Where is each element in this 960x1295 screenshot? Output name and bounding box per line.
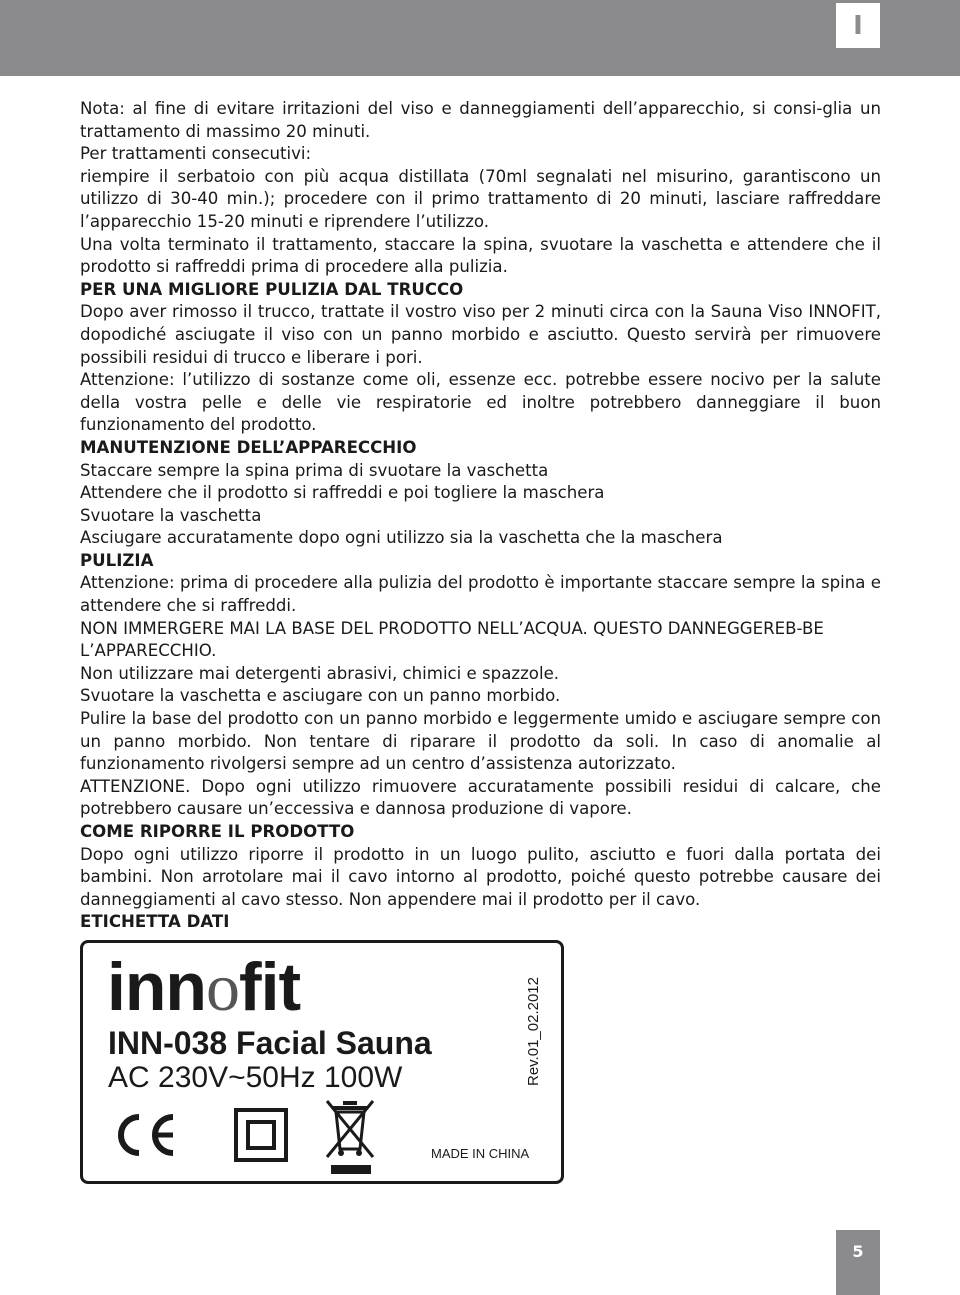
- section-heading-makeup: PER UNA MIGLIORE PULIZIA DAL TRUCCO: [80, 279, 464, 299]
- weee-bin-icon: [323, 1095, 379, 1177]
- paragraph: Non utilizzare mai detergenti abrasivi, chimici e spazzole.: [80, 663, 560, 683]
- paragraph: Dopo ogni utilizzo riporre il prodotto in un luogo pulito, asciutto e fuori dalla portata dei bambini. Non arrotolare mai il cavo intorno al prodotto, poiché questo potrebbe causare dei danneggiamenti al cavo stesso. Non appendere mai il prodotto per il cavo.: [80, 844, 881, 909]
- paragraph: Asciugare accuratamente dopo ogni utilizzo sia la vaschetta che la maschera: [80, 528, 723, 548]
- paragraph: Attenzione: l’utilizzo di sostanze come oli, essenze ecc. potrebbe essere nocivo per la salute della vostra pelle e delle vie respiratorie ed inoltre potrebbero danneggiare il buon funzionamento del prodotto.: [80, 370, 881, 435]
- section-heading-cleaning: PULIZIA: [80, 550, 154, 570]
- paragraph: Pulire la base del prodotto con un panno morbido e leggermente umido e asciugare sempre con un panno morbido. Non tentare di riparare il prodotto da soli. In caso di anomalie al funzionamento rivolgersi sempre ad un centro d’assistenza autorizzato.: [80, 709, 881, 774]
- paragraph: Una volta terminato il trattamento, staccare la spina, svuotare la vaschetta e attendere che il prodotto si raffreddi prima di procedere alla pulizia.: [80, 234, 881, 277]
- paragraph: Attenzione: prima di procedere alla pulizia del prodotto è importante staccare sempre la spina e attendere che si raffreddi.: [80, 573, 881, 616]
- rating-label: [80, 940, 564, 1184]
- section-heading-label: ETICHETTA DATI: [80, 912, 230, 932]
- section-language-tab: I: [836, 3, 880, 48]
- section-heading-maintenance: MANUTENZIONE DELL’APPARECCHIO: [80, 437, 417, 457]
- section-heading-storage: COME RIPORRE IL PRODOTTO: [80, 822, 355, 841]
- top-header-bar: [0, 0, 960, 76]
- brand-logo: innofit: [107, 949, 301, 1025]
- note-paragraph: Nota: al fine di evitare irritazioni del viso e danneggiamenti dell’apparecchio, si consi-glia un trattamento di massimo 20 minuti.: [80, 99, 881, 141]
- double-insulation-icon: [233, 1107, 289, 1163]
- ce-mark-icon: [109, 1111, 181, 1159]
- manual-text: [80, 98, 881, 934]
- paragraph: Svuotare la vaschetta e asciugare con un panno morbido.: [80, 686, 561, 706]
- paragraph: Staccare sempre la spina prima di svuotare la vaschetta: [80, 460, 549, 480]
- paragraph: riempire il serbatoio con più acqua distillata (70ml segnalati nel misurino, garantiscono un utilizzo di 30-40 min.); procedere con il primo trattamento di 20 minuti, lasciare raffreddare l’apparecchio 15-20 minuti e riprendere l’utilizzo.: [80, 166, 881, 231]
- model-name: INN-038 Facial Sauna: [108, 1025, 432, 1061]
- origin-text: MADE IN CHINA: [431, 1146, 530, 1161]
- paragraph: Attendere che il prodotto si raffreddi e poi togliere la maschera: [80, 483, 605, 503]
- paragraph: NON IMMERGERE MAI LA BASE DEL PRODOTTO NELL’ACQUA. QUESTO DANNEGGEREB-BE L’APPARECCHIO.: [80, 618, 824, 661]
- paragraph: ATTENZIONE. Dopo ogni utilizzo rimuovere accuratamente possibili residui di calcare, che potrebbero causare un’eccessiva e dannosa produzione di vapore.: [80, 776, 881, 819]
- revision-code: Rev.01_02.2012: [525, 977, 542, 1086]
- power-rating: AC 230V~50Hz 100W: [108, 1061, 403, 1094]
- paragraph: Svuotare la vaschetta: [80, 505, 262, 525]
- page-number: 5: [836, 1230, 880, 1295]
- paragraph: Dopo aver rimosso il trucco, trattate il vostro viso per 2 minuti circa con la Sauna Viso INNOFIT, dopodiché asciugate il viso con un panno morbido e asciutto. Questo servirà per rimuovere possibili residui di trucco e liberare i pori.: [80, 302, 881, 367]
- paragraph: Per trattamenti consecutivi:: [80, 144, 312, 164]
